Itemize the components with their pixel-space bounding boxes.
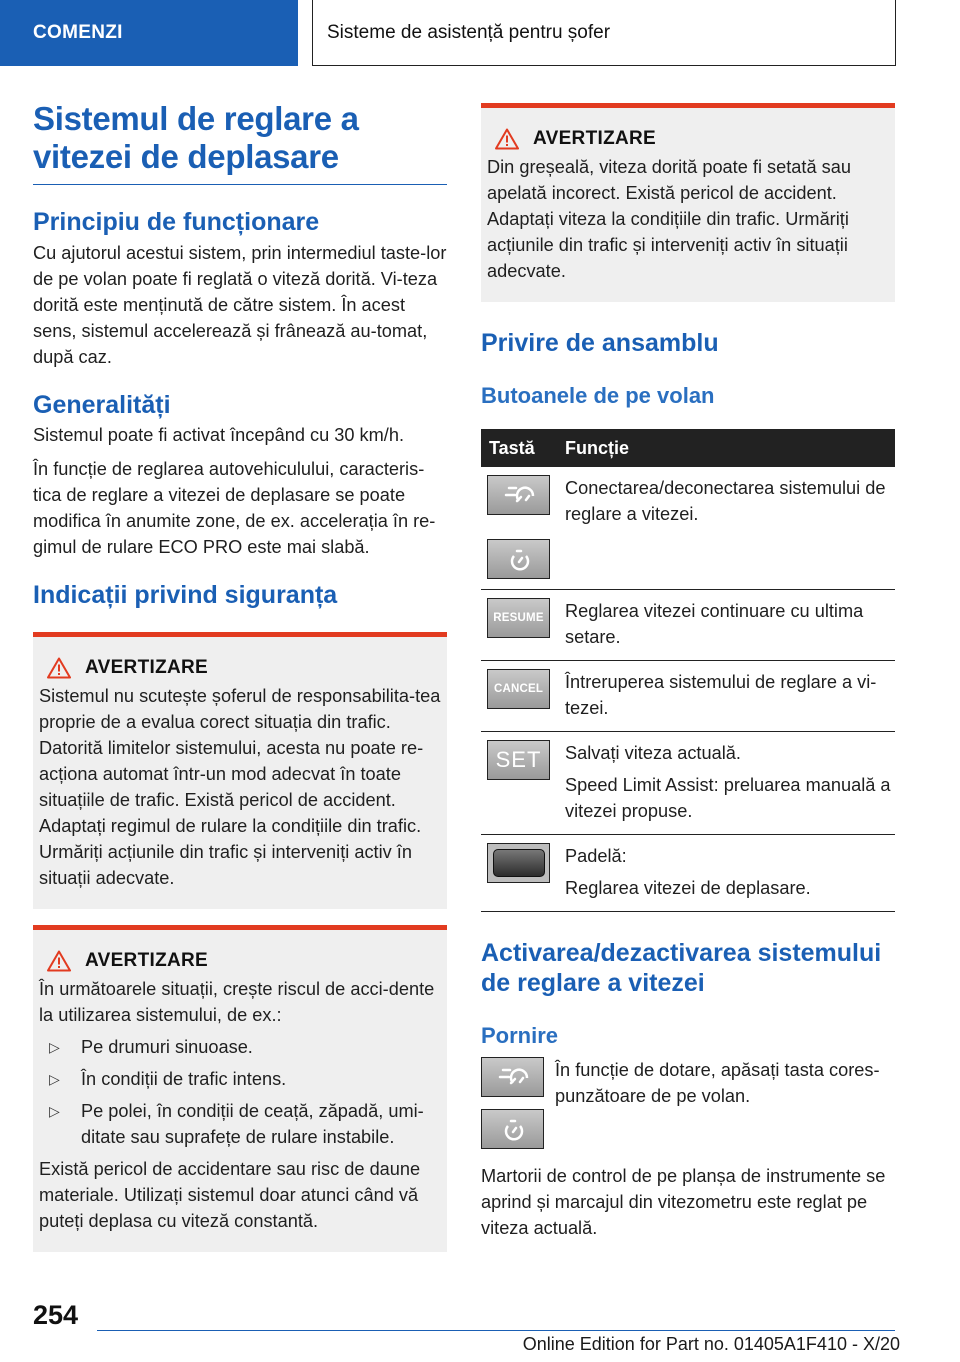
list-item (39, 1066, 441, 1092)
title-rule (33, 184, 447, 185)
function-text: Întreruperea sistemului de reglare a vi-tezei. (565, 672, 877, 718)
table-row (481, 590, 895, 661)
martori-text: Martorii de control de pe planșa de instrumente se aprind și marcajul din vitezometru este reglat pe viteza actuală. (481, 1166, 886, 1238)
list-item (39, 1034, 441, 1060)
table-row (481, 732, 895, 835)
generalitati-p2: În funcție de reglarea autovehiculului, caracteris-tica de reglare a vitezei de deplasare se poate modifica în anumite zone, de ex. accelerația în re-gimul de rulare ECO PRO este mai slabă. (33, 459, 436, 557)
function-text: Conectarea/deconectarea sistemului de reglare a vitezei. (565, 478, 886, 524)
list-item-text: Pe polei, în condiții de ceață, zăpadă, umi-ditate sau suprafețe de rulare instabile. (81, 1101, 424, 1147)
warning-title: AVERTIZARE (533, 128, 656, 149)
cruise-onoff-icon (487, 475, 550, 515)
left-column (33, 100, 447, 1252)
key-cell (481, 467, 557, 590)
steering-buttons-table (481, 429, 895, 912)
siguranta-heading: Indicații privind siguranța (33, 581, 338, 609)
function-text: Speed Limit Assist: preluarea manuală a vitezei propuse. (565, 775, 891, 821)
triangle-bullet-icon: ▷ (49, 1103, 60, 1119)
function-text: Salvați viteza actuală. (565, 743, 741, 763)
warning-box-3 (481, 103, 895, 302)
table-row (481, 835, 895, 912)
warning-bullet-list (39, 1034, 441, 1150)
generalitati-heading: Generalități (33, 391, 171, 419)
warning-header (495, 128, 889, 150)
table-header-row (481, 429, 895, 467)
triangle-bullet-icon: ▷ (49, 1039, 60, 1055)
pornire-heading: Pornire (481, 1023, 559, 1048)
warning-triangle-icon (47, 657, 71, 679)
warning-triangle-icon (495, 128, 519, 150)
paddle-icon (487, 843, 550, 883)
set-key-icon: SET (487, 740, 550, 780)
table-row (481, 661, 895, 732)
footer-edition: Online Edition for Part no. 01405A1F410 - X/20 (522, 1334, 900, 1354)
column-header-function: Funcție (557, 429, 895, 467)
cruise-onoff-icon (481, 1057, 544, 1097)
cruise-onoff-alt-icon (487, 539, 550, 579)
warning-box-2 (33, 925, 447, 1252)
warning-text: Sistemul nu scutește șoferul de responsabilita-tea proprie de a evalua corect situația din trafic. Datorită limitelor sistemului, acesta nu poate re-acționa automat într-un mod adecvat în toate situațiile de trafic. Există pericol de accident. Adaptați regimul de rulare la condițiile din trafic. Urmăriți acțiunile din trafic și interveniți activ în situații adecvate. (39, 686, 441, 888)
privire-heading: Privire de ansamblu (481, 329, 719, 357)
warning-title: AVERTIZARE (85, 657, 208, 678)
principiu-heading: Principiu de funcționare (33, 208, 320, 236)
pornire-keys (481, 1057, 544, 1149)
key-cell (481, 835, 557, 912)
table-row (481, 467, 895, 590)
right-column (481, 103, 895, 1241)
warning-outro: Există pericol de accidentare sau risc de daune materiale. Utilizați sistemul doar atunci când vă puteți deplasa cu viteză constantă. (39, 1159, 421, 1231)
function-cell (557, 590, 895, 661)
activare-heading: Activarea/dezactivarea sistemului de reglare a vitezei (481, 939, 882, 997)
warning-title: AVERTIZARE (85, 950, 208, 971)
resume-key-icon: RESUME (487, 598, 550, 638)
function-cell (557, 467, 895, 590)
list-item-text: Pe drumuri sinuoase. (81, 1037, 253, 1057)
function-cell (557, 661, 895, 732)
page-header (0, 0, 960, 66)
warning-header (47, 657, 441, 679)
list-item (39, 1098, 441, 1150)
butoane-heading: Butoanele de pe volan (481, 383, 715, 408)
column-header-key: Tastă (481, 429, 557, 467)
function-text: Reglarea vitezei continuare cu ultima setare. (565, 601, 864, 647)
function-cell (557, 835, 895, 912)
cruise-onoff-alt-icon (481, 1109, 544, 1149)
pornire-text: În funcție de dotare, apăsați tasta cores-punzătoare de pe volan. (555, 1060, 880, 1106)
warning-triangle-icon (47, 950, 71, 972)
function-text: Reglarea vitezei de deplasare. (565, 878, 811, 898)
function-cell (557, 732, 895, 835)
footer-rule (97, 1330, 895, 1331)
chapter-tab[interactable]: COMENZI (0, 0, 298, 66)
key-cell (481, 661, 557, 732)
section-title: Sisteme de asistență pentru șofer (312, 0, 896, 66)
principiu-text: Cu ajutorul acestui sistem, prin intermediul taste-lor de pe volan poate fi reglată o viteză dorită. Vi-teza dorită este menținută de către sistem. În acest sens, sistemul accelerează și frânează au-tomat, după caz. (33, 243, 447, 367)
key-cell (481, 590, 557, 661)
warning-box-1 (33, 632, 447, 909)
pornire-block (481, 1057, 895, 1149)
warning-text: Din greșeală, viteza dorită poate fi setată sau apelată incorect. Există pericol de accident. Adaptați viteza la condițiile din trafic. Urmăriți acțiunile din trafic și interveniți activ în situații adecvate. (487, 157, 851, 281)
warning-intro: În următoarele situații, crește riscul de acci-dente la utilizarea sistemului, de ex.: (39, 979, 435, 1025)
triangle-bullet-icon: ▷ (49, 1071, 60, 1087)
list-item-text: În condiții de trafic intens. (81, 1069, 287, 1089)
key-cell (481, 732, 557, 835)
function-text: Padelă: (565, 846, 627, 866)
cancel-key-icon: CANCEL (487, 669, 550, 709)
warning-header (47, 950, 441, 972)
generalitati-p1: Sistemul poate fi activat începând cu 30 km/h. (33, 425, 405, 445)
page-title: Sistemul de reglare a vitezei de deplasare (33, 100, 359, 175)
page-number: 254 (33, 1300, 79, 1330)
